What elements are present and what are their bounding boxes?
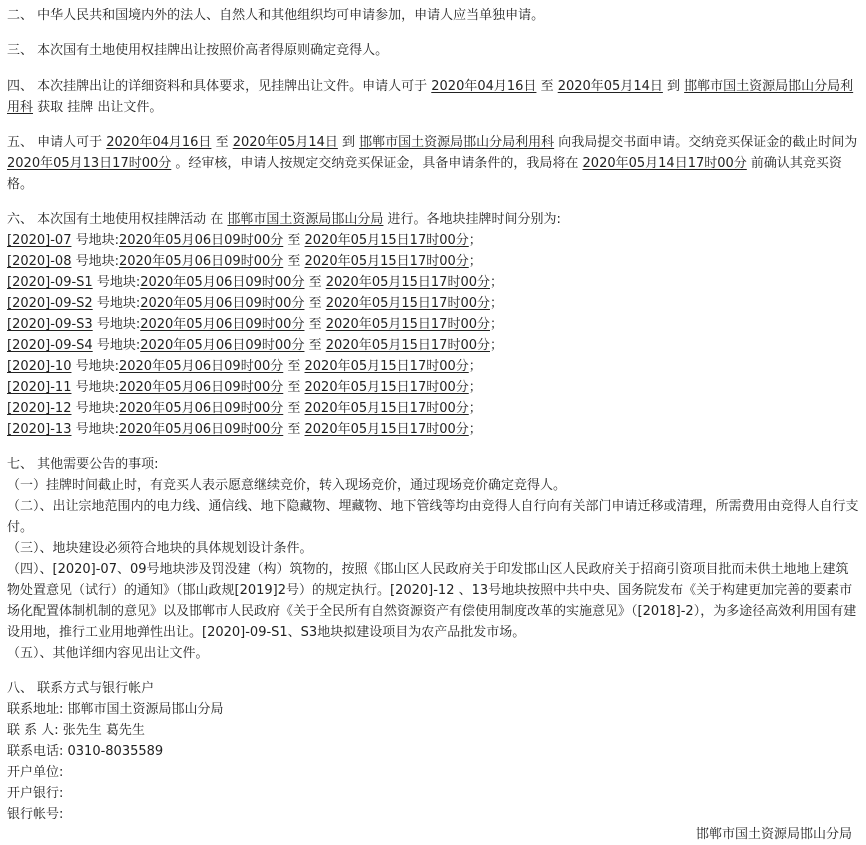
parcel-start-time: 2020年05月06日09时00分 [118,233,284,248]
section-7-item-4: （四）、[2020]-07、09号地块涉及罚没建（构）筑物的，按照《邯山区人民政府关于印发邯山区人民政府关于招商引资项目批而未供土地地上建筑物处置意见（试行）的通知》（邯山政规[2019]2号）的规定执行。[2020]-12 、13号地块按照中共中央、国务院发布《关于构建更加完善的要素市场化配置体制机制的意见》以及邯郸市人民政府《关于全民所有自然资源资产有偿使用制度改革的实施意见》（[2018]-2），为多途径高效利用国有建设用地，推行工业用地弹性出让。[2020]-09-S1、S3地块拟建设项目为农产品批发市场。 [7,562,857,640]
parcel-start-time: 2020年05月06日09时00分 [118,401,284,416]
parcel-id: [2020]-08 [7,254,72,269]
parcel-row: [2020]-10 号地块:2020年05月06日09时00分 至 2020年05月15日17时00分； [7,359,482,374]
section-7-title: 七、 其他需要公告的事项: [7,457,159,472]
parcel-start-time: 2020年05月06日09时00分 [118,422,284,437]
parcel-start-time: 2020年05月06日09时00分 [140,296,305,311]
deposit-deadline: 2020年05月13日17时00分 [7,156,172,171]
parcel-start-time: 2020年05月06日09时00分 [118,380,284,395]
account-unit: 开户单位: [7,765,64,780]
parcel-id: [2020]-13 [7,422,72,437]
parcel-id: [2020]-09-S3 [7,317,93,332]
parcel-end-time: 2020年05月15日17时00分 [325,275,490,290]
parcel-id: [2020]-09-S1 [7,275,93,290]
parcel-end-time: 2020年05月15日17时00分 [304,359,469,374]
parcel-start-time: 2020年05月06日09时00分 [118,254,284,269]
parcel-row: [2020]-09-S1 号地块:2020年05月06日09时00分 至 2020年05月15日17时00分； [7,275,504,290]
section-3: 三、 本次国有土地使用权挂牌出让按照价高者得原则确定竞得人。 [7,43,389,58]
parcel-row: [2020]-07 号地块:2020年05月06日09时00分 至 2020年05月15日17时00分； [7,233,482,248]
section-8-title: 八、 联系方式与银行帐户 [7,681,155,696]
parcel-end-time: 2020年05月15日17时00分 [304,380,469,395]
section-7-item-1: （一）挂牌时间截止时，有竞买人表示愿意继续竞价，转入现场竞价，通过现场竞价确定竞得人。 [7,478,567,493]
contact-address: 联系地址: 邯郸市国土资源局邯山分局 [7,702,224,717]
section-5: 五、 申请人可于 2020年04月16日 至 2020年05月14日 到 邯郸市国土资源局邯山分局利用科 向我局提交书面申请。交纳竞买保证金的截止时间为2020年05月13日17时00分 。经审核，申请人按规定交纳竞买保证金，具备申请条件的，我局将在 2020年05月14日17时00分 前确认其竞买资格。 [7,135,858,192]
section-7-item-3: （三）、地块建设必须符合地块的具体规划设计条件。 [7,541,313,556]
parcel-start-time: 2020年05月06日09时00分 [140,338,305,353]
parcel-row: [2020]-11 号地块:2020年05月06日09时00分 至 2020年05月15日17时00分； [7,380,482,395]
parcel-id: [2020]-09-S2 [7,296,93,311]
parcel-start-time: 2020年05月06日09时00分 [140,275,305,290]
parcel-id: [2020]-10 [7,359,72,374]
section-2: 二、 中华人民共和国境内外的法人、自然人和其他组织均可申请参加，申请人应当单独申请。 [7,8,545,23]
apply-start-date: 2020年04月16日 [431,79,537,94]
parcel-row: [2020]-09-S4 号地块:2020年05月06日09时00分 至 2020年05月15日17时00分； [7,338,504,353]
account-bank: 开户银行: [7,786,64,801]
section-7-item-5: （五）、其他详细内容见出让文件。 [7,646,209,661]
parcel-end-time: 2020年05月15日17时00分 [304,254,469,269]
parcel-start-time: 2020年05月06日09时00分 [140,317,305,332]
section-7-item-2: （二）、出让宗地范围内的电力线、通信线、地下隐藏物、埋藏物、地下管线等均由竞得人自行向有关部门申请迁移或清理，所需费用由竞得人自行支付。 [7,499,859,535]
parcel-id: [2020]-09-S4 [7,338,93,353]
parcel-row: [2020]-12 号地块:2020年05月06日09时00分 至 2020年05月15日17时00分； [7,401,482,416]
parcel-end-time: 2020年05月15日17时00分 [325,338,490,353]
parcel-row: [2020]-13 号地块:2020年05月06日09时00分 至 2020年05月15日17时00分； [7,422,482,437]
parcel-end-time: 2020年05月15日17时00分 [325,296,490,311]
contact-phone: 联系电话: 0310-8035589 [7,744,164,759]
parcel-row: [2020]-08 号地块:2020年05月06日09时00分 至 2020年05月15日17时00分； [7,254,482,269]
parcel-end-time: 2020年05月15日17时00分 [304,422,469,437]
parcel-end-time: 2020年05月15日17时00分 [304,401,469,416]
parcel-id: [2020]-07 [7,233,72,248]
parcel-row: [2020]-09-S3 号地块:2020年05月06日09时00分 至 2020年05月15日17时00分； [7,317,504,332]
section-6-intro: 六、 本次国有土地使用权挂牌活动 在 邯郸市国土资源局邯山分局 进行。各地块挂牌时间分别为: [7,212,561,227]
parcel-end-time: 2020年05月15日17时00分 [304,233,469,248]
auction-place: 邯郸市国土资源局邯山分局 [227,212,384,227]
document-pickup-place: 邯郸市国土资源局邯山分局利用科 [7,79,854,115]
parcel-row: [2020]-09-S2 号地块:2020年05月06日09时00分 至 2020年05月15日17时00分； [7,296,504,311]
contact-person: 联 系 人: 张先生 葛先生 [7,723,145,738]
issuer-signature: 邯郸市国土资源局邯山分局 [695,827,852,842]
apply-end-date: 2020年05月14日 [557,79,663,94]
parcel-id: [2020]-12 [7,401,72,416]
account-number: 银行帐号: [7,807,64,822]
parcel-schedule-list [7,230,859,440]
section-4: 四、 本次挂牌出让的详细资料和具体要求，见挂牌出让文件。申请人可于 2020年04月16日 至 2020年05月14日 到 邯郸市国土资源局邯山分局利用科 获取 挂牌 出让文件。 [7,79,854,115]
parcel-start-time: 2020年05月06日09时00分 [118,359,284,374]
parcel-id: [2020]-11 [7,380,72,395]
parcel-end-time: 2020年05月15日17时00分 [325,317,490,332]
qualification-confirm-time: 2020年05月14日17时00分 [582,156,747,171]
